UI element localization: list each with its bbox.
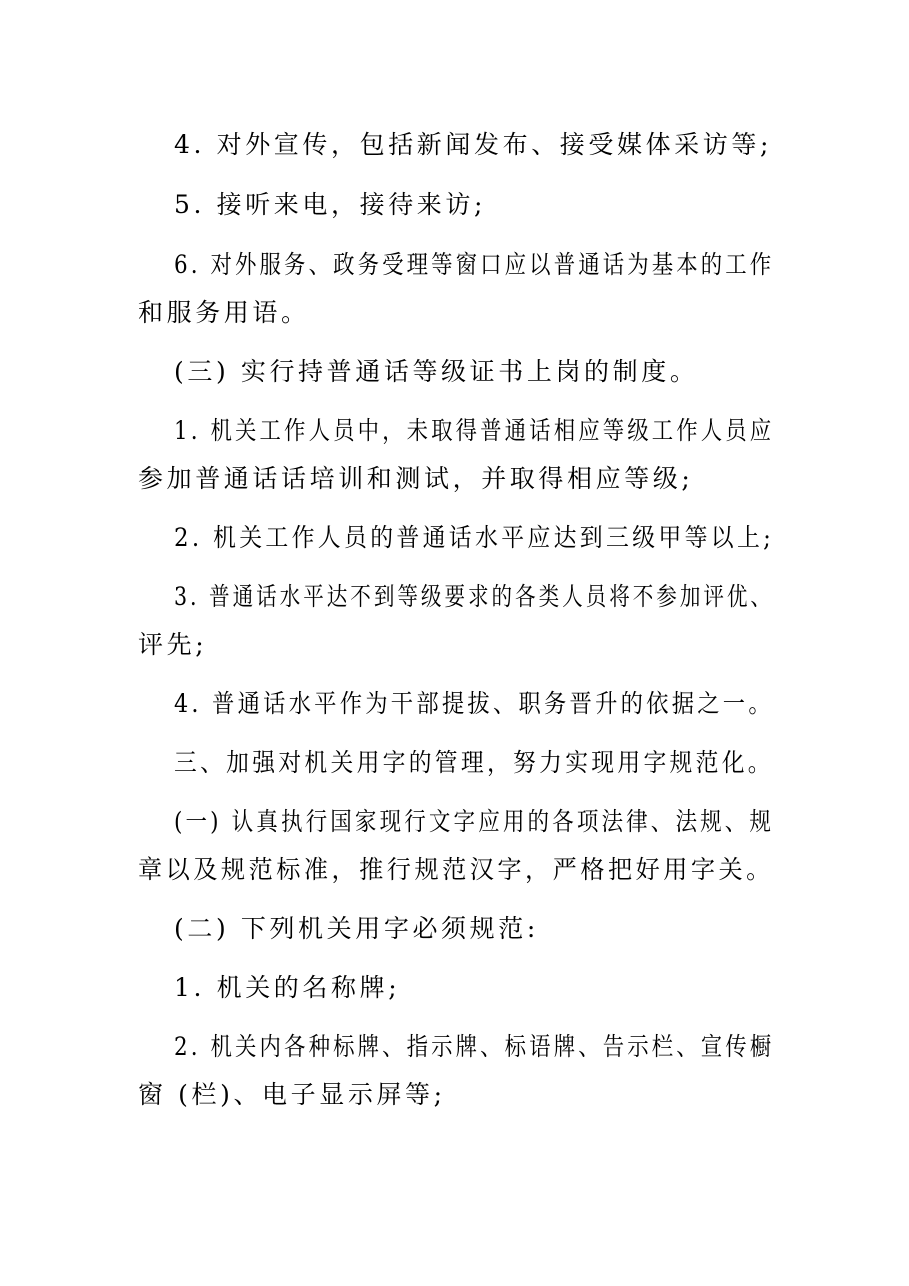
paragraph-line: 三、加强对机关用字的管理，努力实现用字规范化。 xyxy=(174,748,774,777)
paragraph-line: 6. 对外服务、政务受理等窗口应以普通话为基本的工作 xyxy=(174,250,775,279)
paragraph-line: 1. 机关的名称牌; xyxy=(174,973,401,1002)
paragraph-line: 章以及规范标准，推行规范汉字，严格把好用字关。 xyxy=(138,855,774,884)
paragraph-line: 参加普通话话培训和测试，并取得相应等级; xyxy=(138,464,694,493)
paragraph-line: (一) 认真执行国家现行文字应用的各项法律、法规、规 xyxy=(174,807,775,836)
paragraph-line: 2. 机关内各种标牌、指示牌、标语牌、告示栏、宣传橱 xyxy=(174,1032,775,1061)
paragraph-line: 窗 (栏)、电子显示屏等; xyxy=(138,1080,446,1109)
paragraph-line: 4. 普通话水平作为干部提拔、职务晋升的依据之一。 xyxy=(174,689,774,718)
paragraph-line: 3. 普通话水平达不到等级要求的各类人员将不参加评优、 xyxy=(174,582,774,611)
paragraph-line: 和服务用语。 xyxy=(138,298,310,327)
paragraph-line: 评先; xyxy=(138,630,208,659)
paragraph-line: 1. 机关工作人员中，未取得普通话相应等级工作人员应 xyxy=(174,416,775,445)
paragraph-line: (三) 实行持普通话等级证书上岗的制度。 xyxy=(174,357,699,386)
paragraph-line: 5. 接听来电，接待来访; xyxy=(174,190,487,219)
paragraph-line: 2. 机关工作人员的普通话水平应达到三级甲等以上; xyxy=(174,523,775,552)
paragraph-line: (二) 下列机关用字必须规范: xyxy=(174,914,539,943)
paragraph-line: 4. 对外宣传，包括新闻发布、接受媒体采访等; xyxy=(174,130,773,159)
